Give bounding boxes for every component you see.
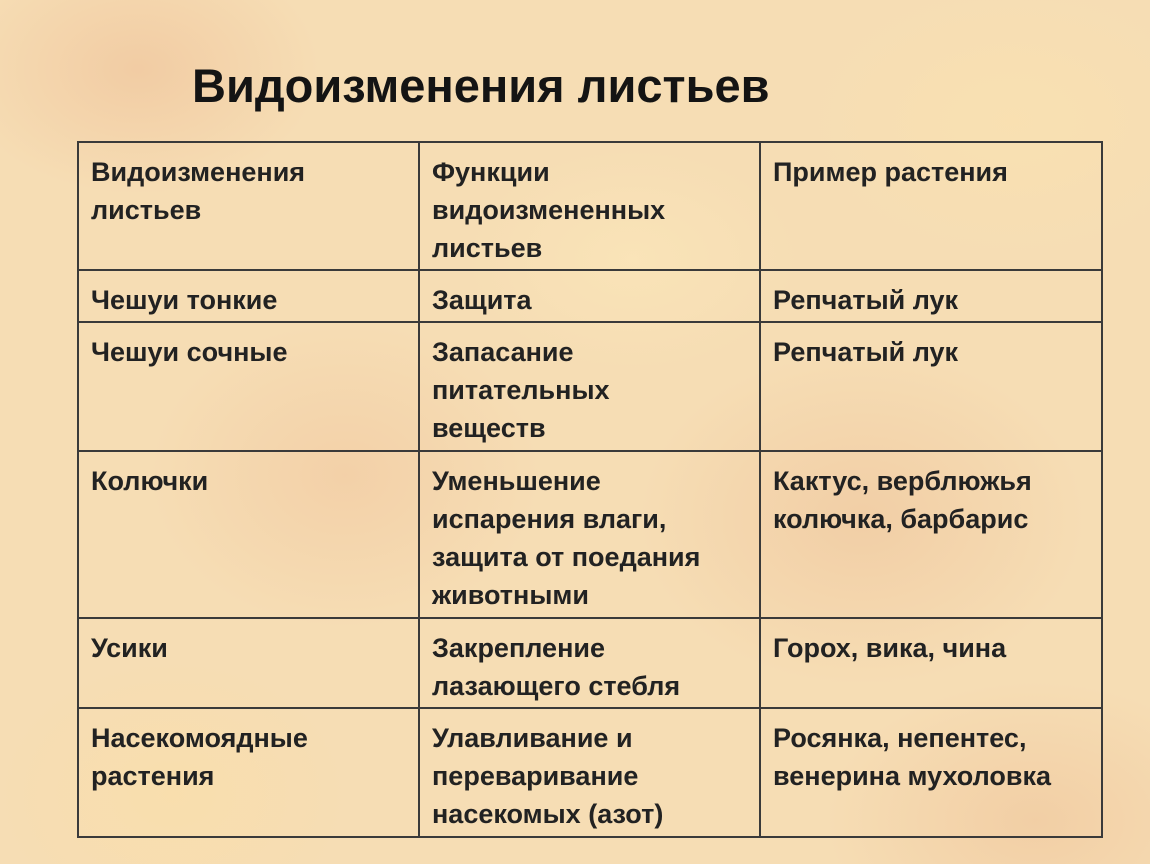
table-cell-modification: Чешуи сочные	[78, 322, 419, 451]
table-cell-function: Уменьшение испарения влаги, защита от поедания животными	[419, 451, 760, 618]
table-cell-modification: Усики	[78, 618, 419, 708]
table-cell-function: Улавливание и переваривание насекомых (азот)	[419, 708, 760, 837]
header-cell-example: Пример растения	[760, 142, 1102, 270]
table-row	[78, 618, 1102, 708]
table-cell-example: Росянка, непентес, венерина мухоловка	[760, 708, 1102, 837]
table-cell-function: Запасание питательных веществ	[419, 322, 760, 451]
table-cell-function: Защита	[419, 270, 760, 322]
table-row	[78, 708, 1102, 837]
table-cell-modification: Насекомоядные растения	[78, 708, 419, 837]
table-row	[78, 270, 1102, 322]
header-cell-modification: Видоизменения листьев	[78, 142, 419, 270]
table-cell-modification: Чешуи тонкие	[78, 270, 419, 322]
table-row	[78, 451, 1102, 618]
table-cell-modification: Колючки	[78, 451, 419, 618]
table-row	[78, 322, 1102, 451]
table-cell-function: Закрепление лазающего стебля	[419, 618, 760, 708]
leaf-modifications-table	[77, 141, 1103, 838]
table-cell-example: Горох, вика, чина	[760, 618, 1102, 708]
header-cell-function: Функции видоизмененных листьев	[419, 142, 760, 270]
table-cell-example: Репчатый лук	[760, 322, 1102, 451]
table-cell-example: Кактус, верблюжья колючка, барбарис	[760, 451, 1102, 618]
slide-title: Видоизменения листьев	[192, 59, 770, 112]
table-header-row	[78, 142, 1102, 270]
table-cell-example: Репчатый лук	[760, 270, 1102, 322]
